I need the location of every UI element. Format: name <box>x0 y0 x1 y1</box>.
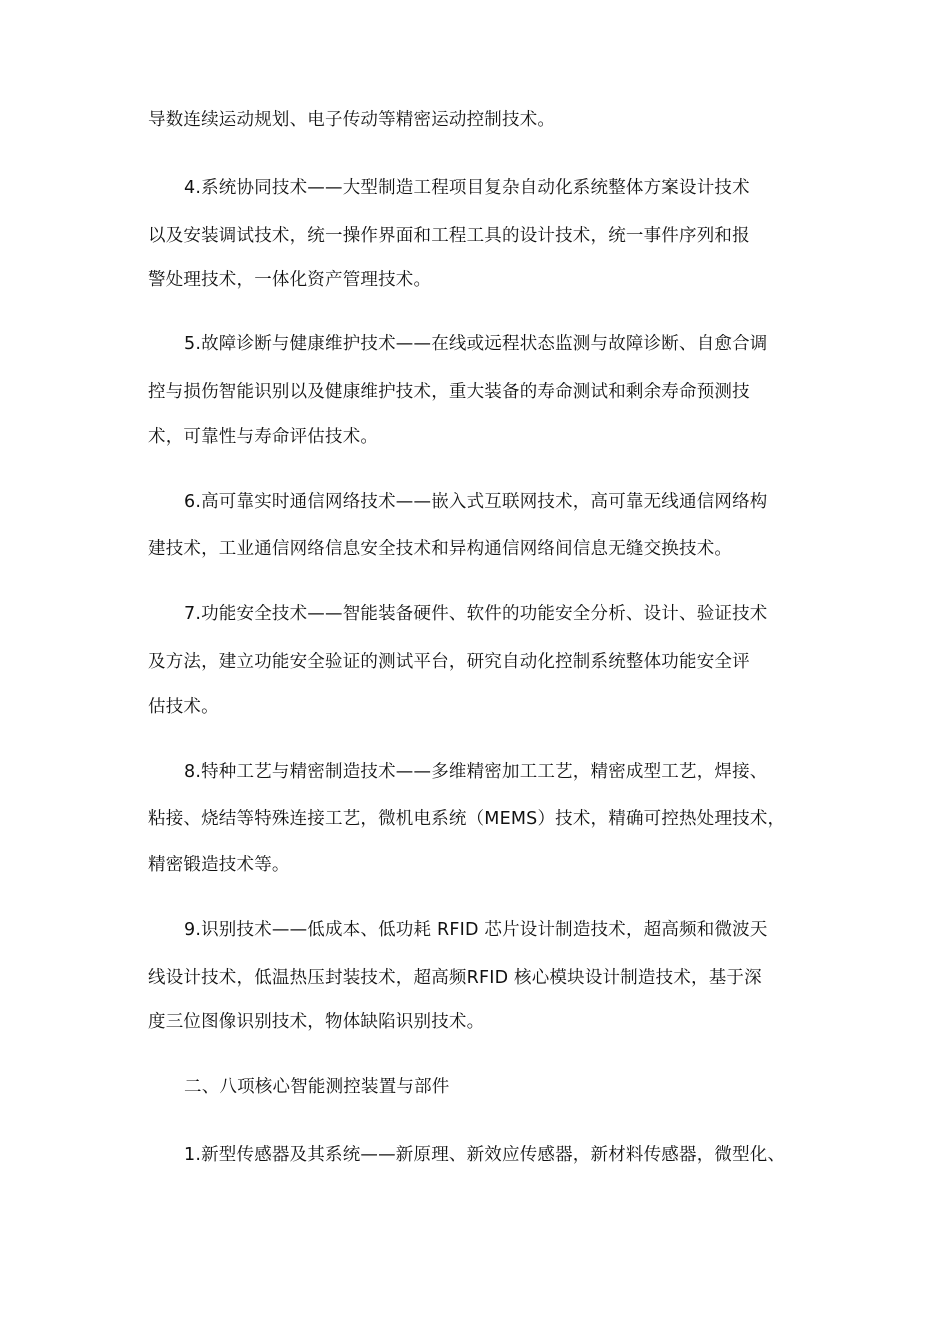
text-line-12: 估技术。 <box>148 697 219 717</box>
text-line-3: 以及安装调试技术，统一操作界面和工程工具的设计技术，统一事件序列和报 <box>148 226 750 246</box>
text-line-17: 线设计技术，低温热压封装技术，超高频RFID 核心模块设计制造技术，基于深 <box>148 968 762 988</box>
text-line-9: 建技术，工业通信网络信息安全技术和异构通信网络间信息无缝交换技术。 <box>148 539 733 559</box>
text-line-10: 7.功能安全技术——智能装备硬件、软件的功能安全分析、设计、验证技术 <box>184 604 768 624</box>
text-line-7: 术，可靠性与寿命评估技术。 <box>148 427 379 447</box>
text-line-1: 导数连续运动规划、电子传动等精密运动控制技术。 <box>148 110 556 130</box>
text-line-16: 9.识别技术——低成本、低功耗 RFID 芯片设计制造技术，超高频和微波天 <box>184 920 768 940</box>
text-line-15: 精密锻造技术等。 <box>148 855 290 875</box>
text-line-14: 粘接、烧结等特殊连接工艺，微机电系统（MEMS）技术，精确可控热处理技术， <box>148 809 786 829</box>
text-line-18: 度三位图像识别技术，物体缺陷识别技术。 <box>148 1012 485 1032</box>
text-line-5: 5.故障诊断与健康维护技术——在线或远程状态监测与故障诊断、自愈合调 <box>184 334 768 354</box>
text-line-8: 6.高可靠实时通信网络技术——嵌入式互联网技术，高可靠无线通信网络构 <box>184 492 768 512</box>
section-heading: 二、八项核心智能测控装置与部件 <box>184 1077 450 1097</box>
text-line-2: 4.系统协同技术——大型制造工程项目复杂自动化系统整体方案设计技术 <box>184 178 750 198</box>
text-line-6: 控与损伤智能识别以及健康维护技术，重大装备的寿命测试和剩余寿命预测技 <box>148 382 750 402</box>
text-line-11: 及方法，建立功能安全验证的测试平台，研究自动化控制系统整体功能安全评 <box>148 652 750 672</box>
text-line-13: 8.特种工艺与精密制造技术——多维精密加工工艺，精密成型工艺，焊接、 <box>184 762 768 782</box>
text-line-20: 1.新型传感器及其系统——新原理、新效应传感器，新材料传感器，微型化、 <box>184 1145 786 1165</box>
text-line-4: 警处理技术，一体化资产管理技术。 <box>148 270 432 290</box>
